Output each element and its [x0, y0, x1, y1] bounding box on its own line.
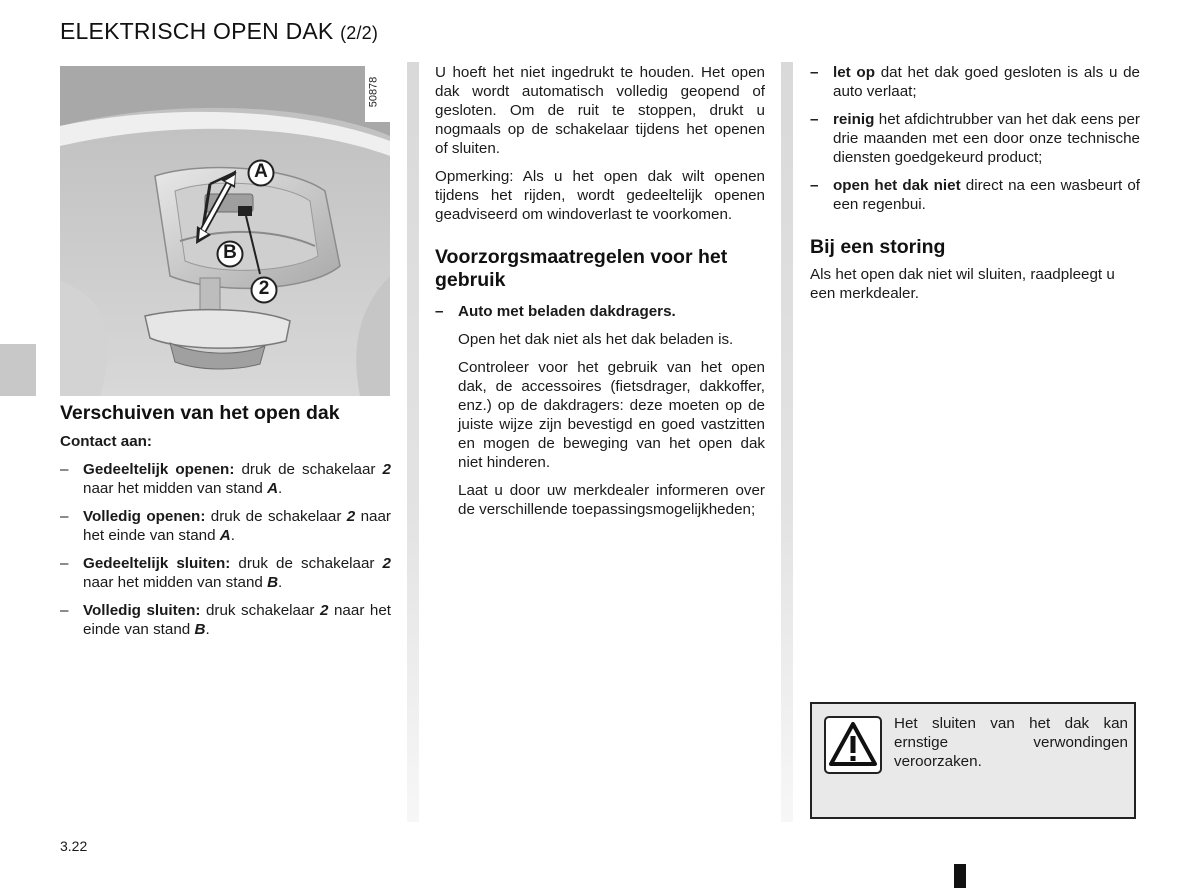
bullet-dash: – — [810, 64, 819, 81]
section-tab — [0, 344, 36, 396]
sub-paragraph: Laat u door uw merkdealer informeren over de verschillende toepassingsmogelijkheden; — [458, 482, 765, 518]
bullet-dash: – — [60, 461, 69, 478]
column-divider-1 — [407, 62, 419, 822]
list-item: – reinig het afdichtrubber van het dak eens per drie maanden met een door onze technische diensten goedgekeurd product; — [810, 111, 1140, 166]
page-title: ELEKTRISCH OPEN DAK (2/2) — [60, 18, 379, 44]
sub-paragraph: Controleer voor het gebruik van het open dak, de accessoires (fietsdrager, dakkoffer, enz.) op de dakdragers: deze moeten op de juiste wijze zijn bevestigd en goed vastzitten en mogen de beweging van het open dak niet hinderen. — [458, 359, 765, 471]
sub-paragraph: Open het dak niet als het dak beladen is. — [458, 331, 734, 348]
column-divider-2 — [781, 62, 793, 822]
column-3 — [810, 63, 1140, 312]
bullet-dash: – — [60, 508, 69, 525]
contact-on-label: Contact aan: — [60, 433, 152, 450]
auto-operation-paragraph: U hoeft het niet ingedrukt te houden. Het open dak wordt automatisch volledig geopend of gesloten. Om de ruit te stoppen, drukt u nogmaals op de schakelaar tijdens het openen of sluiten. — [435, 64, 765, 157]
callout-b: B — [223, 242, 237, 263]
list-item: – Volledig openen: druk de schakelaar 2 naar het einde van stand A. — [60, 508, 391, 544]
column-2 — [435, 63, 765, 528]
page-subtitle: (2/2) — [340, 23, 379, 43]
column-1 — [60, 402, 391, 648]
section-heading-move: Verschuiven van het open dak — [60, 402, 340, 424]
bullet-dash: – — [60, 555, 69, 572]
list-item: – Volledig sluiten: druk schakelaar 2 naar het einde van stand B. — [60, 602, 392, 638]
bullet-dash: – — [810, 111, 819, 128]
list-item: – let op dat het dak goed gesloten is als u de auto verlaat; — [810, 64, 1141, 100]
list-item: – Gedeeltelijk sluiten: druk de schakelaar 2 naar het midden van stand B. — [60, 555, 391, 591]
figure-reference-number: 50878 — [367, 76, 380, 108]
page-number: 3.22 — [60, 838, 88, 854]
list-item: – Gedeeltelijk openen: druk de schakelaar 2 naar het midden van stand A. — [60, 461, 391, 497]
warning-triangle-icon — [824, 716, 882, 774]
callout-a: A — [254, 161, 268, 182]
warning-text: Het sluiten van het dak kan ernstige verwondingen veroorzaken. — [894, 715, 1128, 770]
list-item: – open het dak niet direct na een wasbeurt of een regenbui. — [810, 177, 1141, 213]
bullet-dash: – — [810, 177, 819, 194]
warning-box — [810, 702, 1136, 819]
note-paragraph: Opmerking: Als u het open dak wilt openen tijdens het rijden, wordt gedeeltelijk openen geadviseerd om windoverlast te voorkomen. — [435, 168, 765, 223]
list-item: – Auto met beladen dakdragers. — [435, 303, 676, 320]
bullet-dash: – — [60, 602, 69, 619]
section-heading-precautions: Voorzorgsmaatregelen voor het gebruik — [435, 246, 728, 291]
sunroof-switch-illustration — [60, 66, 390, 396]
malfunction-paragraph: Als het open dak niet wil sluiten, raadpleegt u een merkdealer. — [810, 266, 1115, 302]
callout-2: 2 — [258, 278, 270, 299]
section-heading-malfunction: Bij een storing — [810, 236, 946, 258]
bullet-dash: – — [435, 303, 444, 320]
thumb-index-marker — [954, 864, 966, 888]
